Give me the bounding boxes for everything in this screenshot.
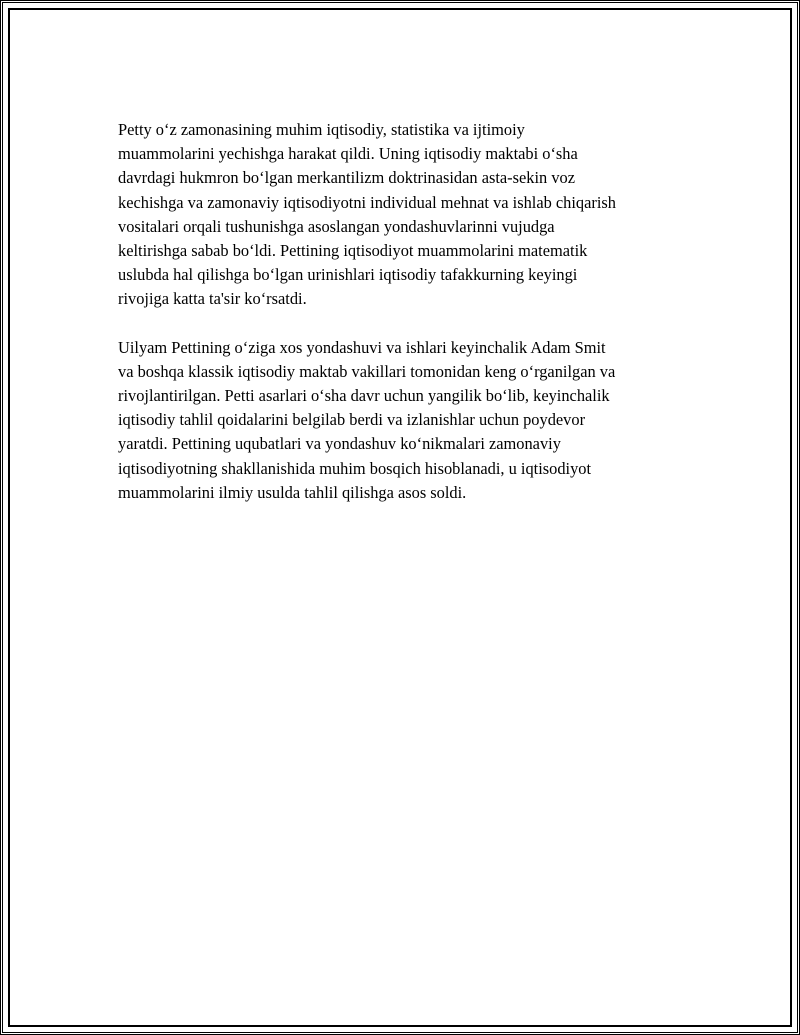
text-line: uslubda hal qilishga bo‘lgan urinishlari iqtisodiy tafakkurning keyingi	[118, 265, 578, 285]
text-line: iqtisodiyotning shakllanishida muhim bosqich hisoblanadi, u iqtisodiyot	[118, 458, 592, 478]
text-line: rivojiga katta ta'sir ko‘rsatdi.	[118, 289, 307, 309]
text-line: vositalari orqali tushunishga asoslangan yondashuvlarinni vujudga	[118, 216, 555, 236]
text-line: keltirishga sabab bo‘ldi. Pettining iqtisodiyot muammolarini matematik	[118, 241, 588, 261]
text-line: kechishga va zamonaviy iqtisodiyotni individual mehnat va ishlab chiqarish	[118, 192, 616, 212]
text-line: davrdagi hukmron bo‘lgan merkantilizm doktrinasidan asta-sekin voz	[118, 168, 575, 188]
text-line: Petty o‘z zamonasining muhim iqtisodiy, statistika va ijtimoiy	[118, 120, 525, 139]
paragraph-1	[118, 118, 683, 312]
text-line: muammolarini ilmiy usulda tahlil qilishga asos soldi.	[118, 482, 467, 502]
text-line: muammolarini yechishga harakat qildi. Uning iqtisodiy maktabi o‘sha	[118, 144, 578, 164]
text-line: rivojlantirilgan. Petti asarlari o‘sha davr uchun yangilik bo‘lib, keyinchalik	[118, 386, 610, 406]
text-line: iqtisodiy tahlil qoidalarini belgilab berdi va izlanishlar uchun poydevor	[118, 410, 586, 430]
text-line: va boshqa klassik iqtisodiy maktab vakillari tomonidan keng o‘rganilgan va	[118, 361, 616, 381]
paragraph-2	[118, 336, 683, 505]
document-body	[118, 118, 683, 529]
text-line: yaratdi. Pettining uqubatlari va yondashuv ko‘nikmalari zamonaviy	[118, 434, 561, 454]
text-line: Uilyam Pettining o‘ziga xos yondashuvi va ishlari keyinchalik Adam Smit	[118, 337, 606, 357]
